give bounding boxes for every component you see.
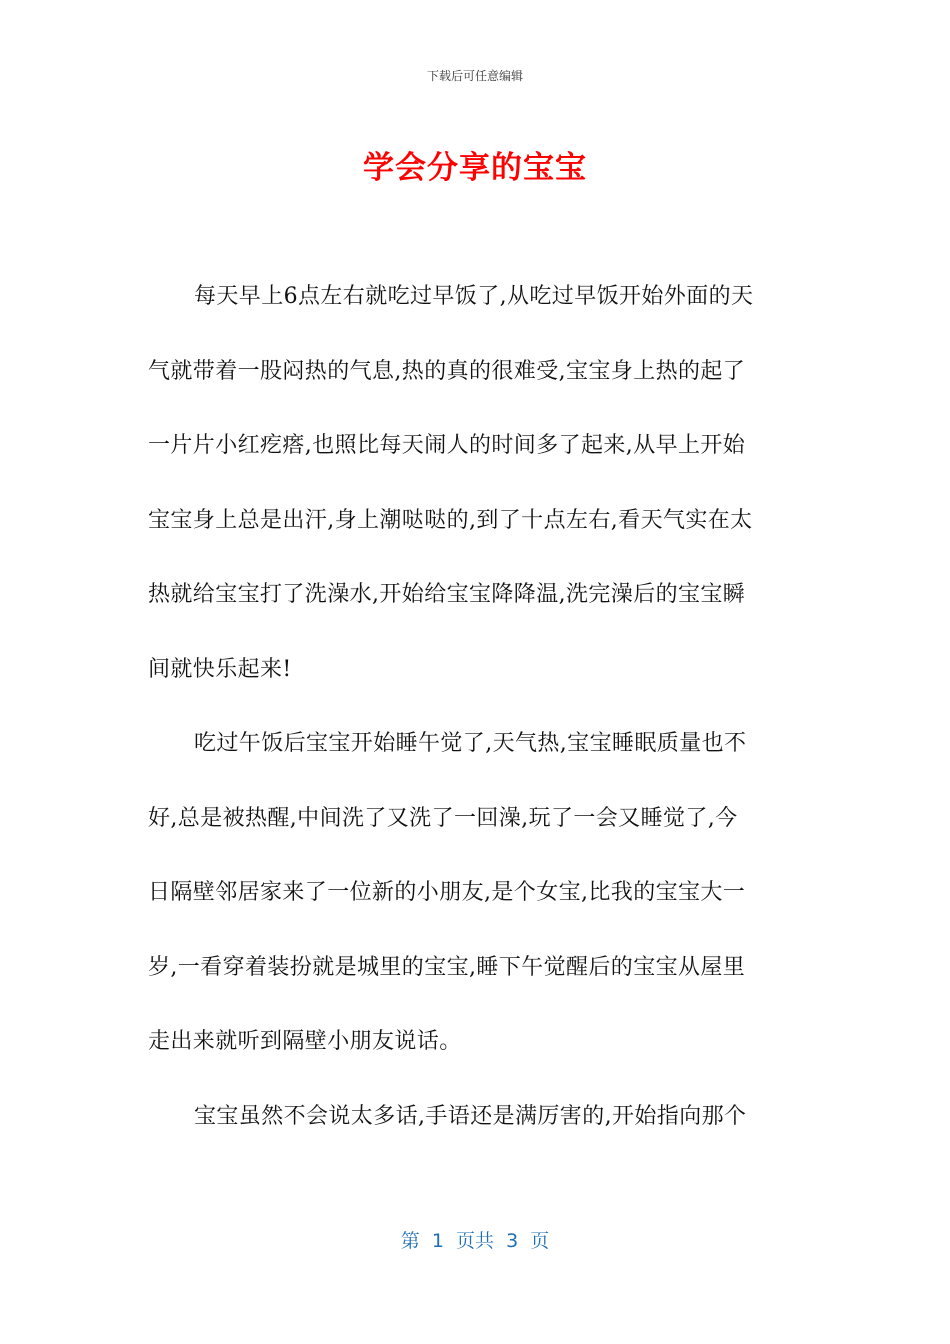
document-title: 学会分享的宝宝 bbox=[363, 150, 587, 186]
page-number-footer: 第 1 页共 3 页 bbox=[400, 1230, 550, 1252]
document-body bbox=[148, 273, 802, 1167]
body-line: 每天早上6点左右就吃过早饭了,从吃过早饭开始外面的天 bbox=[194, 284, 754, 309]
body-line: 走出来就听到隔壁小朋友说话。 bbox=[148, 1029, 462, 1054]
body-line: 热就给宝宝打了洗澡水,开始给宝宝降降温,洗完澡后的宝宝瞬 bbox=[148, 582, 746, 607]
body-line: 岁,一看穿着装扮就是城里的宝宝,睡下午觉醒后的宝宝从屋里 bbox=[148, 954, 746, 980]
body-line: 吃过午饭后宝宝开始睡午觉了,天气热,宝宝睡眠质量也不 bbox=[194, 731, 747, 756]
body-line: 好,总是被热醒,中间洗了又洗了一回澡,玩了一会又睡觉了,今 bbox=[148, 805, 738, 831]
body-line: 一片片小红疙瘩,也照比每天闹人的时间多了起来,从早上开始 bbox=[148, 433, 746, 458]
body-line: 日隔壁邻居家来了一位新的小朋友,是个女宝,比我的宝宝大一 bbox=[148, 880, 746, 905]
body-line: 宝宝虽然不会说太多话,手语还是满厉害的,开始指向那个 bbox=[194, 1103, 747, 1129]
body-line: 气就带着一股闷热的气息,热的真的很难受,宝宝身上热的起了 bbox=[148, 358, 746, 384]
body-line: 间就快乐起来! bbox=[148, 656, 292, 682]
header-note: 下载后可任意编辑 bbox=[426, 69, 523, 83]
body-line: 宝宝身上总是出汗,身上潮哒哒的,到了十点左右,看天气实在太 bbox=[148, 507, 753, 533]
